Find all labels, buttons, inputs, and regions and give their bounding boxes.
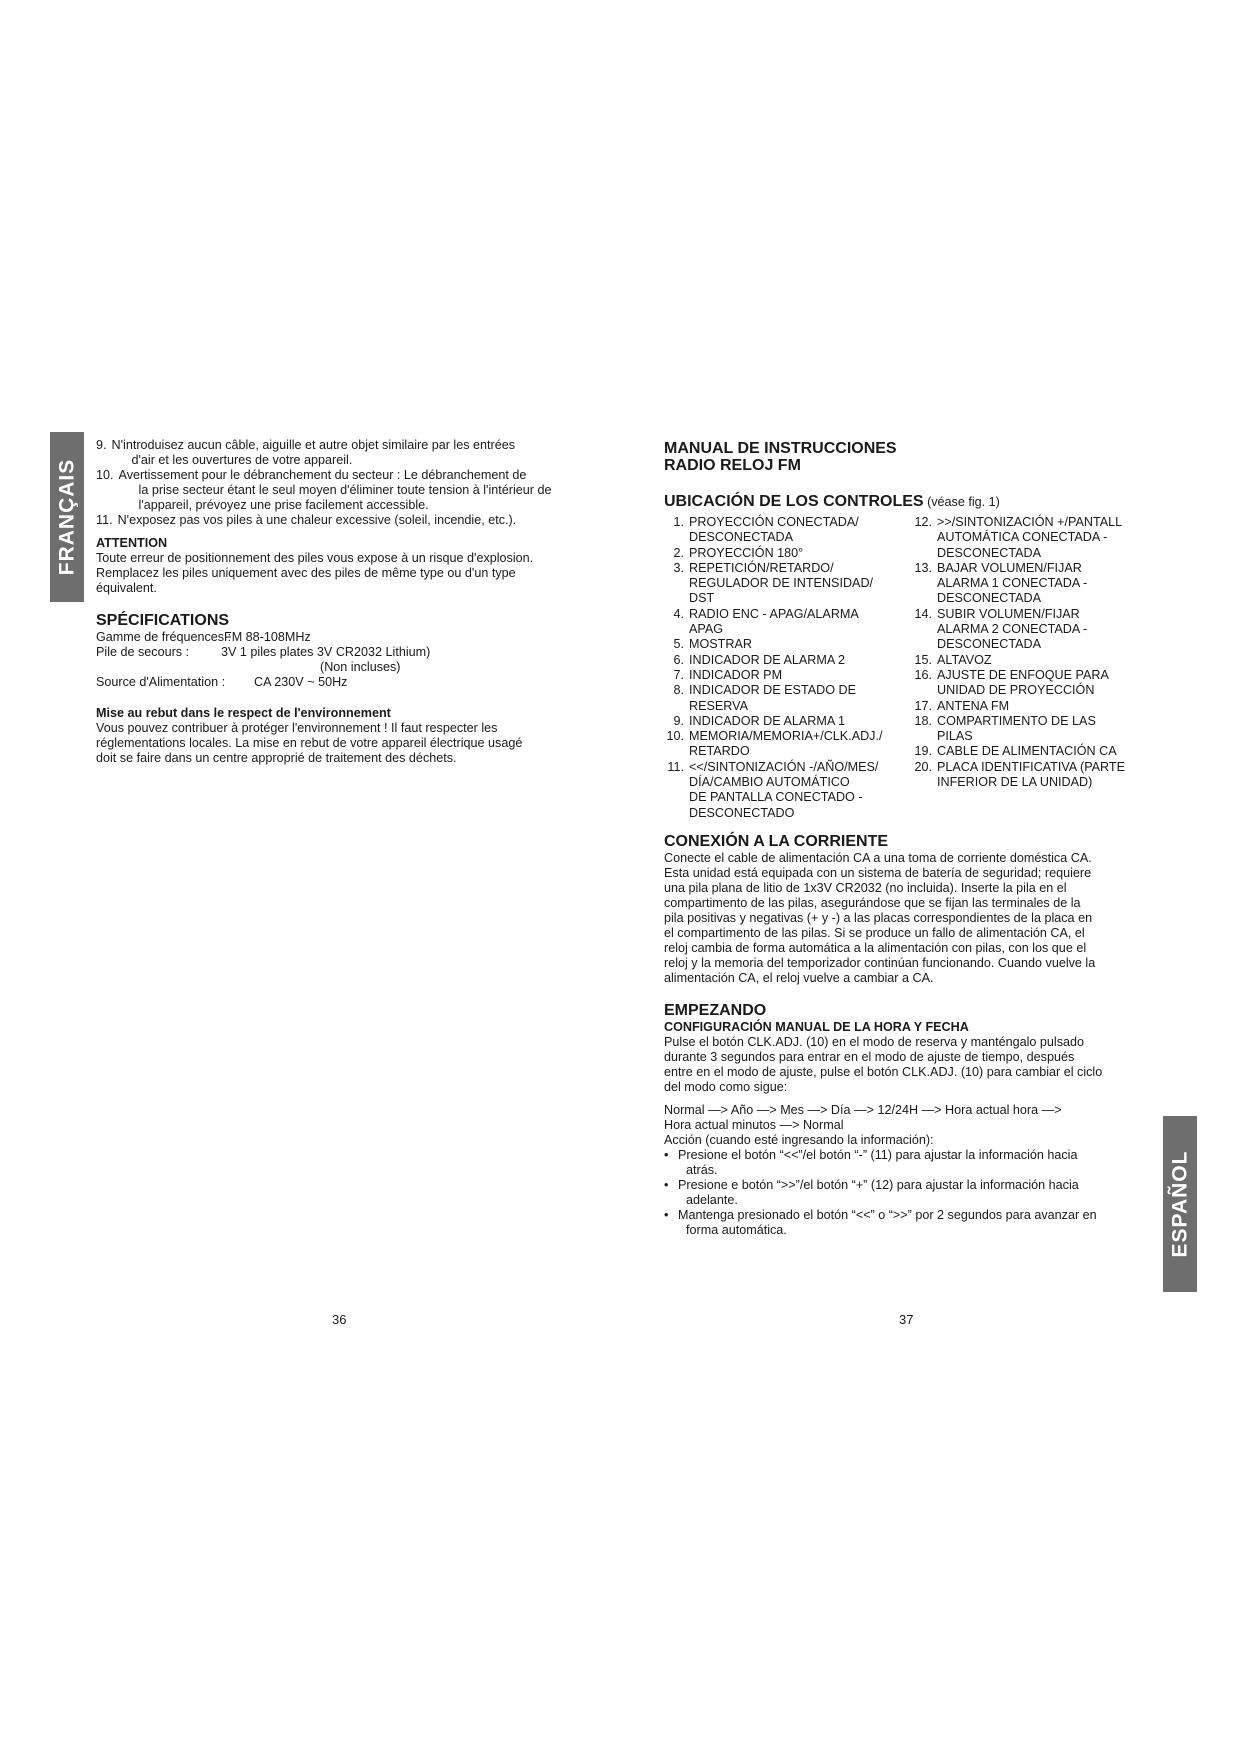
control-label-line: DÍA/CAMBIO AUTOMÁTICO <box>689 775 850 790</box>
right-page <box>664 440 1164 1238</box>
control-label-line: INDICADOR DE ALARMA 1 <box>689 713 846 728</box>
control-label-line: MOSTRAR <box>689 637 752 652</box>
power-line: pila positivas y negativas (+ y -) a las placas correspondientes de la placa en <box>664 910 1093 925</box>
control-label-line: SUBIR VOLUMEN/FIJAR <box>937 606 1080 621</box>
control-label-line: PLACA IDENTIFICATIVA (PARTE <box>937 759 1126 774</box>
bullet-line: adelante. <box>686 1192 738 1207</box>
control-number: 18. <box>914 713 932 728</box>
page-number-right: 37 <box>899 1312 914 1327</box>
control-number: 6. <box>673 652 684 667</box>
control-number: 8. <box>673 683 684 698</box>
control-item <box>664 515 912 546</box>
controls-heading-text: UBICACIÓN DE LOS CONTROLES <box>664 493 924 510</box>
power-line: reloj y la memoria del temporizador continúan funcionando. Cuando vuelve la <box>664 955 1096 970</box>
clock-line: Pulse el botón CLK.ADJ. (10) en el modo de reserva y manténgalo pulsado <box>664 1034 1085 1049</box>
spec-label: Gamme de fréquences : <box>96 630 232 644</box>
control-item <box>664 607 912 638</box>
getting-started-heading: EMPEZANDO <box>664 1001 767 1019</box>
bullet-item <box>664 1148 1164 1178</box>
control-label-line: RESERVA <box>689 698 749 713</box>
attention-section <box>96 536 582 596</box>
environment-line: Vous pouvez contribuer à protéger l'environnement ! Il faut respecter les <box>96 721 498 735</box>
controls-column-left <box>664 515 912 821</box>
item-number: 10. <box>96 468 114 482</box>
control-label-line: ALTAVOZ <box>937 652 992 667</box>
spec-value: (Non incluses) <box>320 660 401 674</box>
control-label-line: DESCONECTADA <box>937 637 1042 652</box>
control-label-line: RETARDO <box>689 744 750 759</box>
power-line: compartimento de las pilas, asegurándose que se fijan las terminales de la <box>664 895 1081 910</box>
control-label-line: INDICADOR DE ALARMA 2 <box>689 652 846 667</box>
control-number: 10. <box>666 729 684 744</box>
environment-line: réglementations locales. La mise en rebut de votre appareil électrique usagé <box>96 736 523 750</box>
spec-value: 3V 1 piles plates 3V CR2032 Lithium) <box>221 645 431 659</box>
control-label-line: ALARMA 2 CONECTADA - <box>937 622 1088 637</box>
spec-label <box>96 660 320 675</box>
control-label-line: ALARMA 1 CONECTADA - <box>937 576 1088 591</box>
sequence-line: Acción (cuando esté ingresando la información): <box>664 1132 934 1147</box>
environment-section <box>96 706 582 766</box>
control-number: 5. <box>673 637 684 652</box>
power-line: reloj cambia de forma automática a la alimentación con pilas, con los que el <box>664 940 1087 955</box>
control-item <box>912 714 1164 745</box>
specifications-section <box>96 612 582 690</box>
spec-label: Pile de secours : <box>96 645 190 659</box>
item-line: d'air et les ouvertures de votre appareil. <box>131 453 353 467</box>
control-label-line: RADIO ENC - APAG/ALARMA <box>689 606 859 621</box>
control-label-line: DESCONECTADA <box>937 545 1042 560</box>
control-label-line: BAJAR VOLUMEN/FIJAR <box>937 560 1082 575</box>
controls-heading-note: (véase fig. 1) <box>927 495 1000 509</box>
environment-line: doit se faire dans un centre approprié de traitement des déchets. <box>96 751 457 765</box>
control-label-line: DST <box>689 591 715 606</box>
control-label-line: INFERIOR DE LA UNIDAD) <box>937 775 1093 790</box>
control-item <box>912 744 1164 759</box>
language-tab-label: ESPAÑOL <box>1168 1150 1191 1258</box>
manual-title-line: RADIO RELOJ FM <box>664 457 801 474</box>
control-label-line: INDICADOR DE ESTADO DE <box>689 683 857 698</box>
control-label-line: REGULADOR DE INTENSIDAD/ <box>689 576 874 591</box>
spec-row <box>96 660 582 675</box>
control-item <box>912 607 1164 653</box>
clock-line: entre en el modo de ajuste, pulse el botón CLK.ADJ. (10) para cambiar el ciclo <box>664 1064 1103 1079</box>
left-page <box>96 438 582 766</box>
language-tab-label: FRANÇAIS <box>55 458 78 576</box>
environment-title: Mise au rebut dans le respect de l'environnement <box>96 706 391 720</box>
item-line: N'exposez pas vos piles à une chaleur excessive (soleil, incendie, etc.). <box>117 513 517 527</box>
attention-line: Remplacez les piles uniquement avec des piles de même type ou d'un type <box>96 566 516 580</box>
control-number: 2. <box>673 545 684 560</box>
control-label-line: COMPARTIMENTO DE LAS <box>937 713 1096 728</box>
control-label-line: DESCONECTADA <box>689 530 794 545</box>
power-line: una pila plana de litio de 1x3V CR2032 (no incluida). Inserte la pila en el <box>664 880 1067 895</box>
clock-line: del modo como sigue: <box>664 1079 788 1094</box>
control-label-line: DESCONECTADO <box>689 805 795 820</box>
controls-heading <box>664 494 1164 510</box>
control-item <box>664 637 912 652</box>
control-item <box>664 546 912 561</box>
language-tab-spanish <box>1163 1116 1197 1292</box>
spec-row <box>96 630 582 645</box>
power-line: Esta unidad está equipada con un sistema de batería de seguridad; requiere <box>664 865 1092 880</box>
control-item <box>664 714 912 729</box>
control-number: 19. <box>914 744 932 759</box>
power-heading: CONEXIÓN A LA CORRIENTE <box>664 832 889 850</box>
power-line: alimentación CA, el reloj vuelve a cambiar a CA. <box>664 970 934 985</box>
spec-row <box>96 675 582 690</box>
control-number: 14. <box>914 606 932 621</box>
specifications-title: SPÉCIFICATIONS <box>96 612 230 629</box>
bullet-icon: • <box>664 1147 669 1162</box>
bullet-line: Mantenga presionado el botón “<<” o “>>” por 2 segundos para avanzar en <box>678 1207 1097 1222</box>
attention-title: ATTENTION <box>96 536 168 550</box>
control-label-line: AUTOMÁTICA CONECTADA - <box>937 530 1108 545</box>
bullet-line: Presione el botón “<<”/el botón “-” (11) para ajustar la información hacia <box>678 1147 1078 1162</box>
control-number: 15. <box>914 652 932 667</box>
control-item <box>912 699 1164 714</box>
power-section <box>664 833 1164 986</box>
item-line: N'introduisez aucun câble, aiguille et autre objet similaire par les entrées <box>111 438 516 452</box>
control-number: 13. <box>914 560 932 575</box>
list-item <box>96 468 582 513</box>
page-number-left: 36 <box>332 1312 347 1327</box>
attention-line: équivalent. <box>96 581 157 595</box>
control-number: 4. <box>673 606 684 621</box>
item-line: Avertissement pour le débranchement du secteur : Le débranchement de <box>118 468 527 482</box>
bullet-icon: • <box>664 1207 669 1222</box>
control-label-line: DESCONECTADA <box>937 591 1042 606</box>
control-number: 1. <box>673 515 684 529</box>
control-item <box>912 653 1164 668</box>
bullet-line: forma automática. <box>686 1222 787 1237</box>
sequence-line: Hora actual minutos —> Normal <box>664 1117 844 1132</box>
control-number: 11. <box>667 759 684 774</box>
controls-column-right <box>912 515 1164 821</box>
mode-sequence <box>664 1103 1164 1148</box>
control-number: 20. <box>914 759 932 774</box>
spec-value: FM 88-108MHz <box>224 630 311 644</box>
power-text <box>664 851 1164 986</box>
clock-setting-text <box>664 1035 1164 1095</box>
control-item <box>912 515 1164 561</box>
control-item <box>664 683 912 714</box>
bullet-item <box>664 1178 1164 1208</box>
safety-list <box>96 438 582 528</box>
control-label-line: >>/SINTONIZACIÓN +/PANTALL <box>937 515 1123 529</box>
control-item <box>664 729 912 760</box>
bullet-list <box>664 1148 1164 1238</box>
power-line: Conecte el cable de alimentación CA a una toma de corriente doméstica CA. <box>664 850 1092 865</box>
control-item <box>664 668 912 683</box>
bullet-line: Presione e botón “>>”/el botón “+” (12) para ajustar la información hacia <box>678 1177 1079 1192</box>
control-label-line: APAG <box>689 622 724 637</box>
control-item <box>912 668 1164 699</box>
controls-list <box>664 515 1164 821</box>
control-label-line: UNIDAD DE PROYECCIÓN <box>937 683 1095 698</box>
bullet-item <box>664 1208 1164 1238</box>
control-number: 12. <box>914 515 932 529</box>
item-number: 9. <box>96 438 107 452</box>
getting-started-section <box>664 1002 1164 1238</box>
spec-value: CA 230V ~ 50Hz <box>254 675 348 689</box>
item-line: la prise secteur étant le seul moyen d'éliminer toute tension à l'intérieur de <box>138 483 552 497</box>
spec-row <box>96 645 582 660</box>
control-label-line: <</SINTONIZACIÓN -/AÑO/MES/ <box>689 759 879 774</box>
control-number: 3. <box>673 560 684 575</box>
control-label-line: INDICADOR PM <box>689 667 783 682</box>
control-number: 7. <box>673 667 684 682</box>
bullet-line: atrás. <box>686 1162 718 1177</box>
control-number: 16. <box>914 667 932 682</box>
control-label-line: PROYECCIÓN 180° <box>689 545 804 560</box>
sequence-line: Normal —> Año —> Mes —> Día —> 12/24H —> Hora actual hora —> <box>664 1102 1062 1117</box>
control-item <box>912 561 1164 607</box>
power-line: el compartimento de las pilas. Si se produce un fallo de alimentación CA, el <box>664 925 1085 940</box>
item-line: l'appareil, prévoyez une prise facilement accessible. <box>138 498 429 512</box>
language-tab-french <box>50 432 84 602</box>
control-label-line: MEMORIA/MEMORIA+/CLK.ADJ./ <box>689 729 883 744</box>
control-item <box>664 561 912 607</box>
control-label-line: CABLE DE ALIMENTACIÓN CA <box>937 744 1117 759</box>
control-item <box>664 760 912 821</box>
list-item <box>96 438 582 468</box>
spec-label: Source d'Alimentation : <box>96 675 226 689</box>
list-item <box>96 513 582 528</box>
control-label-line: ANTENA FM <box>937 698 1010 713</box>
control-number: 17. <box>914 698 932 713</box>
manual-title-line: MANUAL DE INSTRUCCIONES <box>664 440 897 457</box>
control-item <box>664 653 912 668</box>
manual-title <box>664 440 1164 474</box>
item-number: 11. <box>96 513 113 527</box>
control-label-line: PILAS <box>937 729 973 744</box>
bullet-icon: • <box>664 1177 669 1192</box>
control-label-line: AJUSTE DE ENFOQUE PARA <box>937 667 1109 682</box>
clock-setting-heading: CONFIGURACIÓN MANUAL DE LA HORA Y FECHA <box>664 1019 969 1034</box>
control-label-line: DE PANTALLA CONECTADO - <box>689 790 863 805</box>
control-number: 9. <box>673 713 684 728</box>
control-label-line: PROYECCIÓN CONECTADA/ <box>689 515 859 529</box>
control-item <box>912 760 1164 791</box>
clock-line: durante 3 segundos para entrar en el modo de ajuste de tiempo, después <box>664 1049 1075 1064</box>
attention-line: Toute erreur de positionnement des piles vous expose à un risque d'explosion. <box>96 551 534 565</box>
control-label-line: REPETICIÓN/RETARDO/ <box>689 560 834 575</box>
